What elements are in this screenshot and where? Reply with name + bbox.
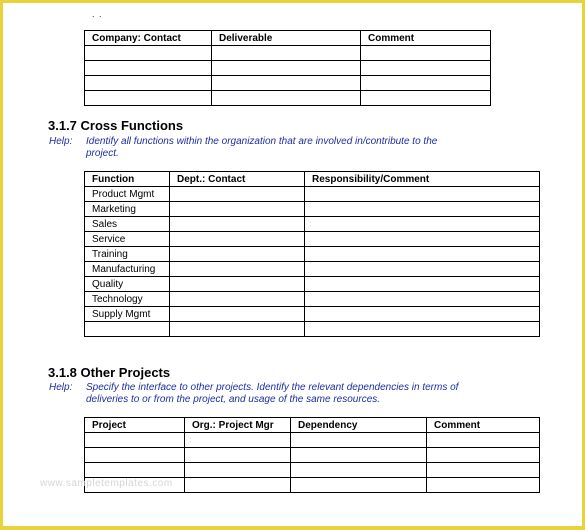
section-title-cross-functions: 3.1.7 Cross Functions <box>48 118 184 133</box>
column-header: Project <box>85 418 185 433</box>
column-header: Org.: Project Mgr <box>185 418 291 433</box>
function-cell: Product Mgmt <box>85 187 170 202</box>
help-label: Help: <box>49 136 73 147</box>
column-header: Comment <box>427 418 540 433</box>
function-cell: Technology <box>85 292 170 307</box>
help-text: Identify all functions within the organization that are involved in/contribute to the project. <box>86 136 438 159</box>
function-cell: Sales <box>85 217 170 232</box>
column-header: Company: Contact <box>85 31 212 46</box>
watermark: www.sampletemplates.com <box>40 478 173 489</box>
help-text: Specify the interface to other projects. Identify the relevant dependencies in terms of deliveries to or from the project, and usage of the same resources. <box>86 382 459 405</box>
help-label: Help: <box>49 382 73 393</box>
column-header: Dept.: Contact <box>170 172 305 187</box>
column-header: Function <box>85 172 170 187</box>
function-cell: Quality <box>85 277 170 292</box>
section-title-other-projects: 3.1.8 Other Projects <box>48 365 171 380</box>
function-cell: Manufacturing <box>85 262 170 277</box>
function-cell: Marketing <box>85 202 170 217</box>
column-header: Responsibility/Comment <box>305 172 540 187</box>
function-cell: Service <box>85 232 170 247</box>
header-dots: . . <box>92 9 103 19</box>
column-header: Comment <box>361 31 491 46</box>
column-header: Dependency <box>291 418 427 433</box>
function-cell: Training <box>85 247 170 262</box>
column-header: Deliverable <box>212 31 361 46</box>
function-cell: Supply Mgmt <box>85 307 170 322</box>
